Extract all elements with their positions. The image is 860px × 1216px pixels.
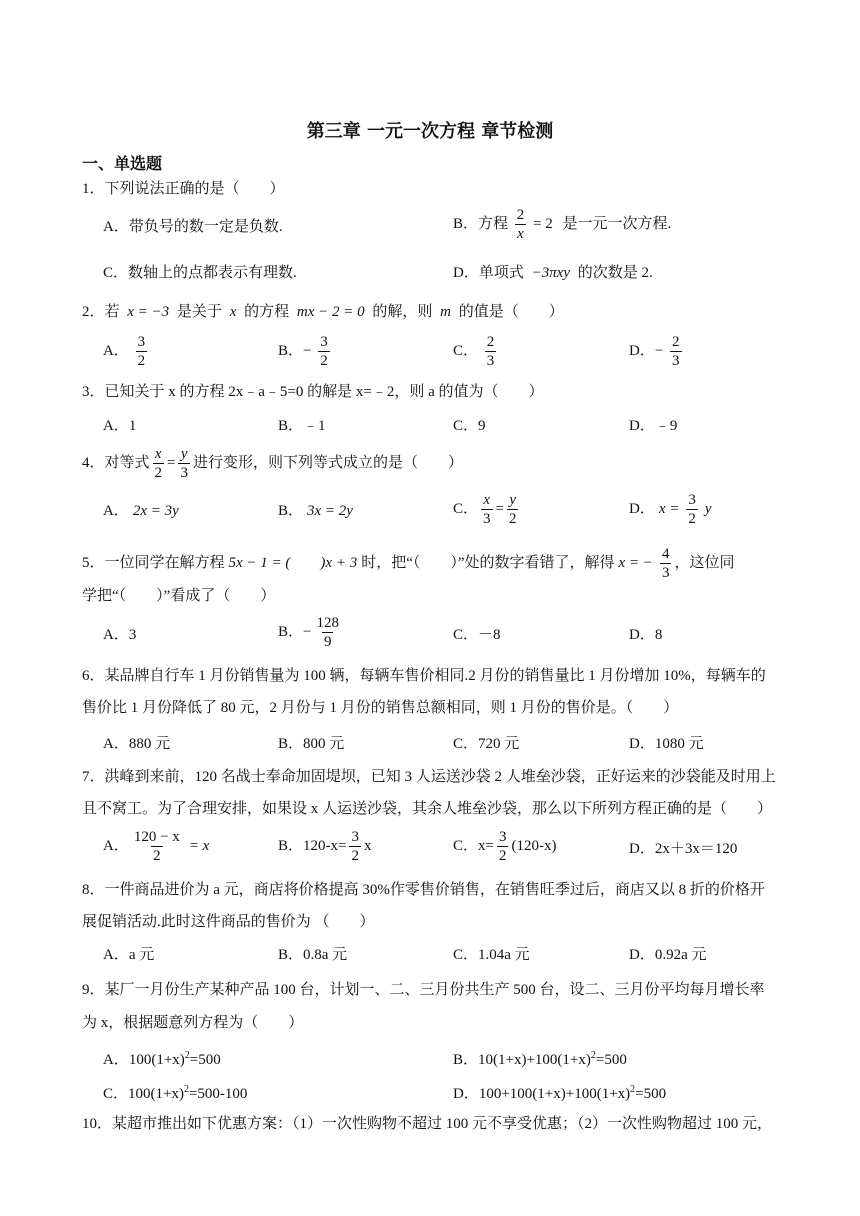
question-5-stem: 5．一位同学在解方程 5x − 1 = ( )x + 3 时，把“（ ）”处的数字看错了，解得 x = − $\frac{4}{3}$ ，这位同	[82, 546, 735, 581]
question-4-option-d: D． x = $\frac{3}{2}$ y	[629, 492, 712, 527]
question-6-option-c: C．720 元	[453, 736, 520, 752]
question-2-stem: 2．若 x = −3 是关于 x 的方程 mx − 2 = 0 的解，则 m 的值是（ ）	[82, 304, 564, 320]
question-3-option-d: D．﹣9	[629, 418, 678, 434]
question-2-option-b: B．− $\frac{3}{2}$	[278, 334, 328, 369]
question-2-option-a: A． $\frac{3}{2}$	[103, 334, 146, 369]
question-4-option-a: A． 2x = 3y	[103, 503, 179, 519]
question-1-option-a: A．带负号的数一定是负数.	[103, 219, 283, 235]
question-3-option-a: A．1	[103, 418, 137, 434]
fraction: $\frac{y}{3}$	[180, 446, 188, 481]
question-9-option-c: C．$100(1+x)^2=500-100$	[103, 1084, 248, 1102]
fraction: $\frac{3}{2}$	[137, 334, 146, 369]
question-9-stem-line1: 9．某厂一月份生产某种产品 100 台，计划一、二、三月份共生产 500 台，设二、三月份平均每月增长率	[82, 982, 765, 998]
question-5-option-d: D．8	[629, 627, 663, 643]
question-4-stem: 4．对等式 $\frac{x}{2}$ = $\frac{y}{3}$ 进行变形，则下列等式成立的是（ ）	[82, 446, 463, 481]
fraction: $\frac{128}{9}$	[316, 615, 339, 650]
question-5-option-b: B．− $\frac{128}{9}$	[278, 615, 339, 650]
fraction: $\frac{3}{2}$	[688, 492, 696, 527]
question-1-option-b: B．方程 $\frac{2}{x}$ = 2 是一元一次方程.	[453, 207, 672, 242]
fraction: $\frac{2}{3}$	[672, 334, 680, 369]
question-4-option-c: C． $\frac{x}{3}$ = $\frac{y}{2}$	[453, 492, 517, 527]
question-3-option-b: B．﹣1	[278, 418, 326, 434]
fraction: $\frac{y}{2}$	[508, 492, 517, 527]
question-1-option-c: C．数轴上的点都表示有理数.	[103, 265, 297, 281]
question-7-option-a: A． $\frac{120 - x}{2}$ = x	[103, 829, 210, 864]
question-4-option-b: B． 3x = 2y	[278, 503, 353, 519]
fraction: $\frac{4}{3}$	[661, 546, 670, 581]
question-5-option-c: C．－8	[453, 627, 501, 643]
fraction: $\frac{3}{2}$	[498, 829, 507, 864]
question-3-stem: 3．已知关于 x 的方程 2x﹣a﹣5=0 的解是 x=﹣2，则 a 的值为（ ）	[82, 384, 544, 400]
question-7-option-b: B．120-x= $\frac{3}{2}$ x	[278, 829, 372, 864]
question-3-option-c: C．9	[453, 418, 486, 434]
question-6-stem-line1: 6．某品牌自行车 1 月份销售量为 100 辆，每辆车售价相同.2 月份的销售量比 1 月份增加 10%，每辆车的	[82, 668, 766, 684]
question-6-stem-line2: 售价比 1 月份降低了 80 元，2 月份与 1 月份的销售总额相同，则 1 月份的售价是。（ ）	[82, 700, 679, 716]
question-9-option-b: B．$10(1+x)+100(1+x)^2=500$	[453, 1050, 627, 1068]
question-1-stem: 1．下列说法正确的是（ ）	[82, 181, 285, 197]
question-8-option-d: D．0.92a 元	[629, 947, 707, 963]
question-8-stem-line2: 展促销活动.此时这件商品的售价为 （ ）	[82, 914, 375, 930]
question-2-option-d: D．− $\frac{2}{3}$	[629, 334, 680, 369]
question-7-option-c: C．x= $\frac{3}{2}$ (120-x)	[453, 829, 557, 864]
question-6-option-d: D．1080 元	[629, 736, 704, 752]
question-1-option-d: D．单项式 −3πxy 的次数是 2.	[453, 265, 653, 281]
question-8-option-b: B．0.8a 元	[278, 947, 348, 963]
question-9-option-a: A．$100(1+x)^2=500$	[103, 1050, 221, 1068]
question-5-stem-line2: 学把“（ ）”看成了（ ）	[82, 588, 276, 604]
page-title: 第三章 一元一次方程 章节检测	[306, 121, 554, 142]
fraction: $\frac{x}{2}$	[154, 446, 163, 481]
question-9-option-d: D．$100+100(1+x)+100(1+x)^2=500$	[453, 1084, 667, 1102]
fraction: $\frac{3}{2}$	[351, 829, 359, 864]
fraction: $\frac{2}{3}$	[486, 334, 495, 369]
section-heading: 一、单选题	[82, 154, 163, 173]
question-9-stem-line2: 为 x，根据题意列方程为（ ）	[82, 1015, 304, 1031]
question-2-option-c: C． $\frac{2}{3}$	[453, 334, 495, 369]
question-7-stem-line2: 且不窝工。为了合理安排，如果设 x 人运送沙袋，其余人堆垒沙袋，那么以下所列方程正确的是（ ）	[82, 801, 773, 817]
question-6-option-b: B．800 元	[278, 736, 345, 752]
question-7-option-d: D．2x＋3x＝120	[629, 841, 738, 857]
question-7-stem-line1: 7．洪峰到来前，120 名战士奉命加固堤坝，已知 3 人运送沙袋 2 人堆垒沙袋，正好运来的沙袋能及时用上	[82, 769, 776, 785]
fraction: $\frac{2}{x}$	[516, 207, 525, 242]
question-8-option-a: A．a 元	[103, 947, 155, 963]
fraction: $\frac{3}{2}$	[320, 334, 328, 369]
question-10-stem-line1: 10．某超市推出如下优惠方案：（1）一次性购物不超过 100 元不享受优惠；（2）一次性购物超过 100 元，	[82, 1116, 773, 1132]
question-6-option-a: A．880 元	[103, 736, 171, 752]
question-8-stem-line1: 8．一件商品进价为 a 元，商店将价格提高 30%作零售价销售，在销售旺季过后，商店又以 8 折的价格开	[82, 882, 765, 898]
question-8-option-c: C．1.04a 元	[453, 947, 530, 963]
fraction: $\frac{120 - x}{2}$	[133, 829, 180, 864]
question-5-option-a: A．3	[103, 627, 137, 643]
fraction: $\frac{x}{3}$	[483, 492, 491, 527]
